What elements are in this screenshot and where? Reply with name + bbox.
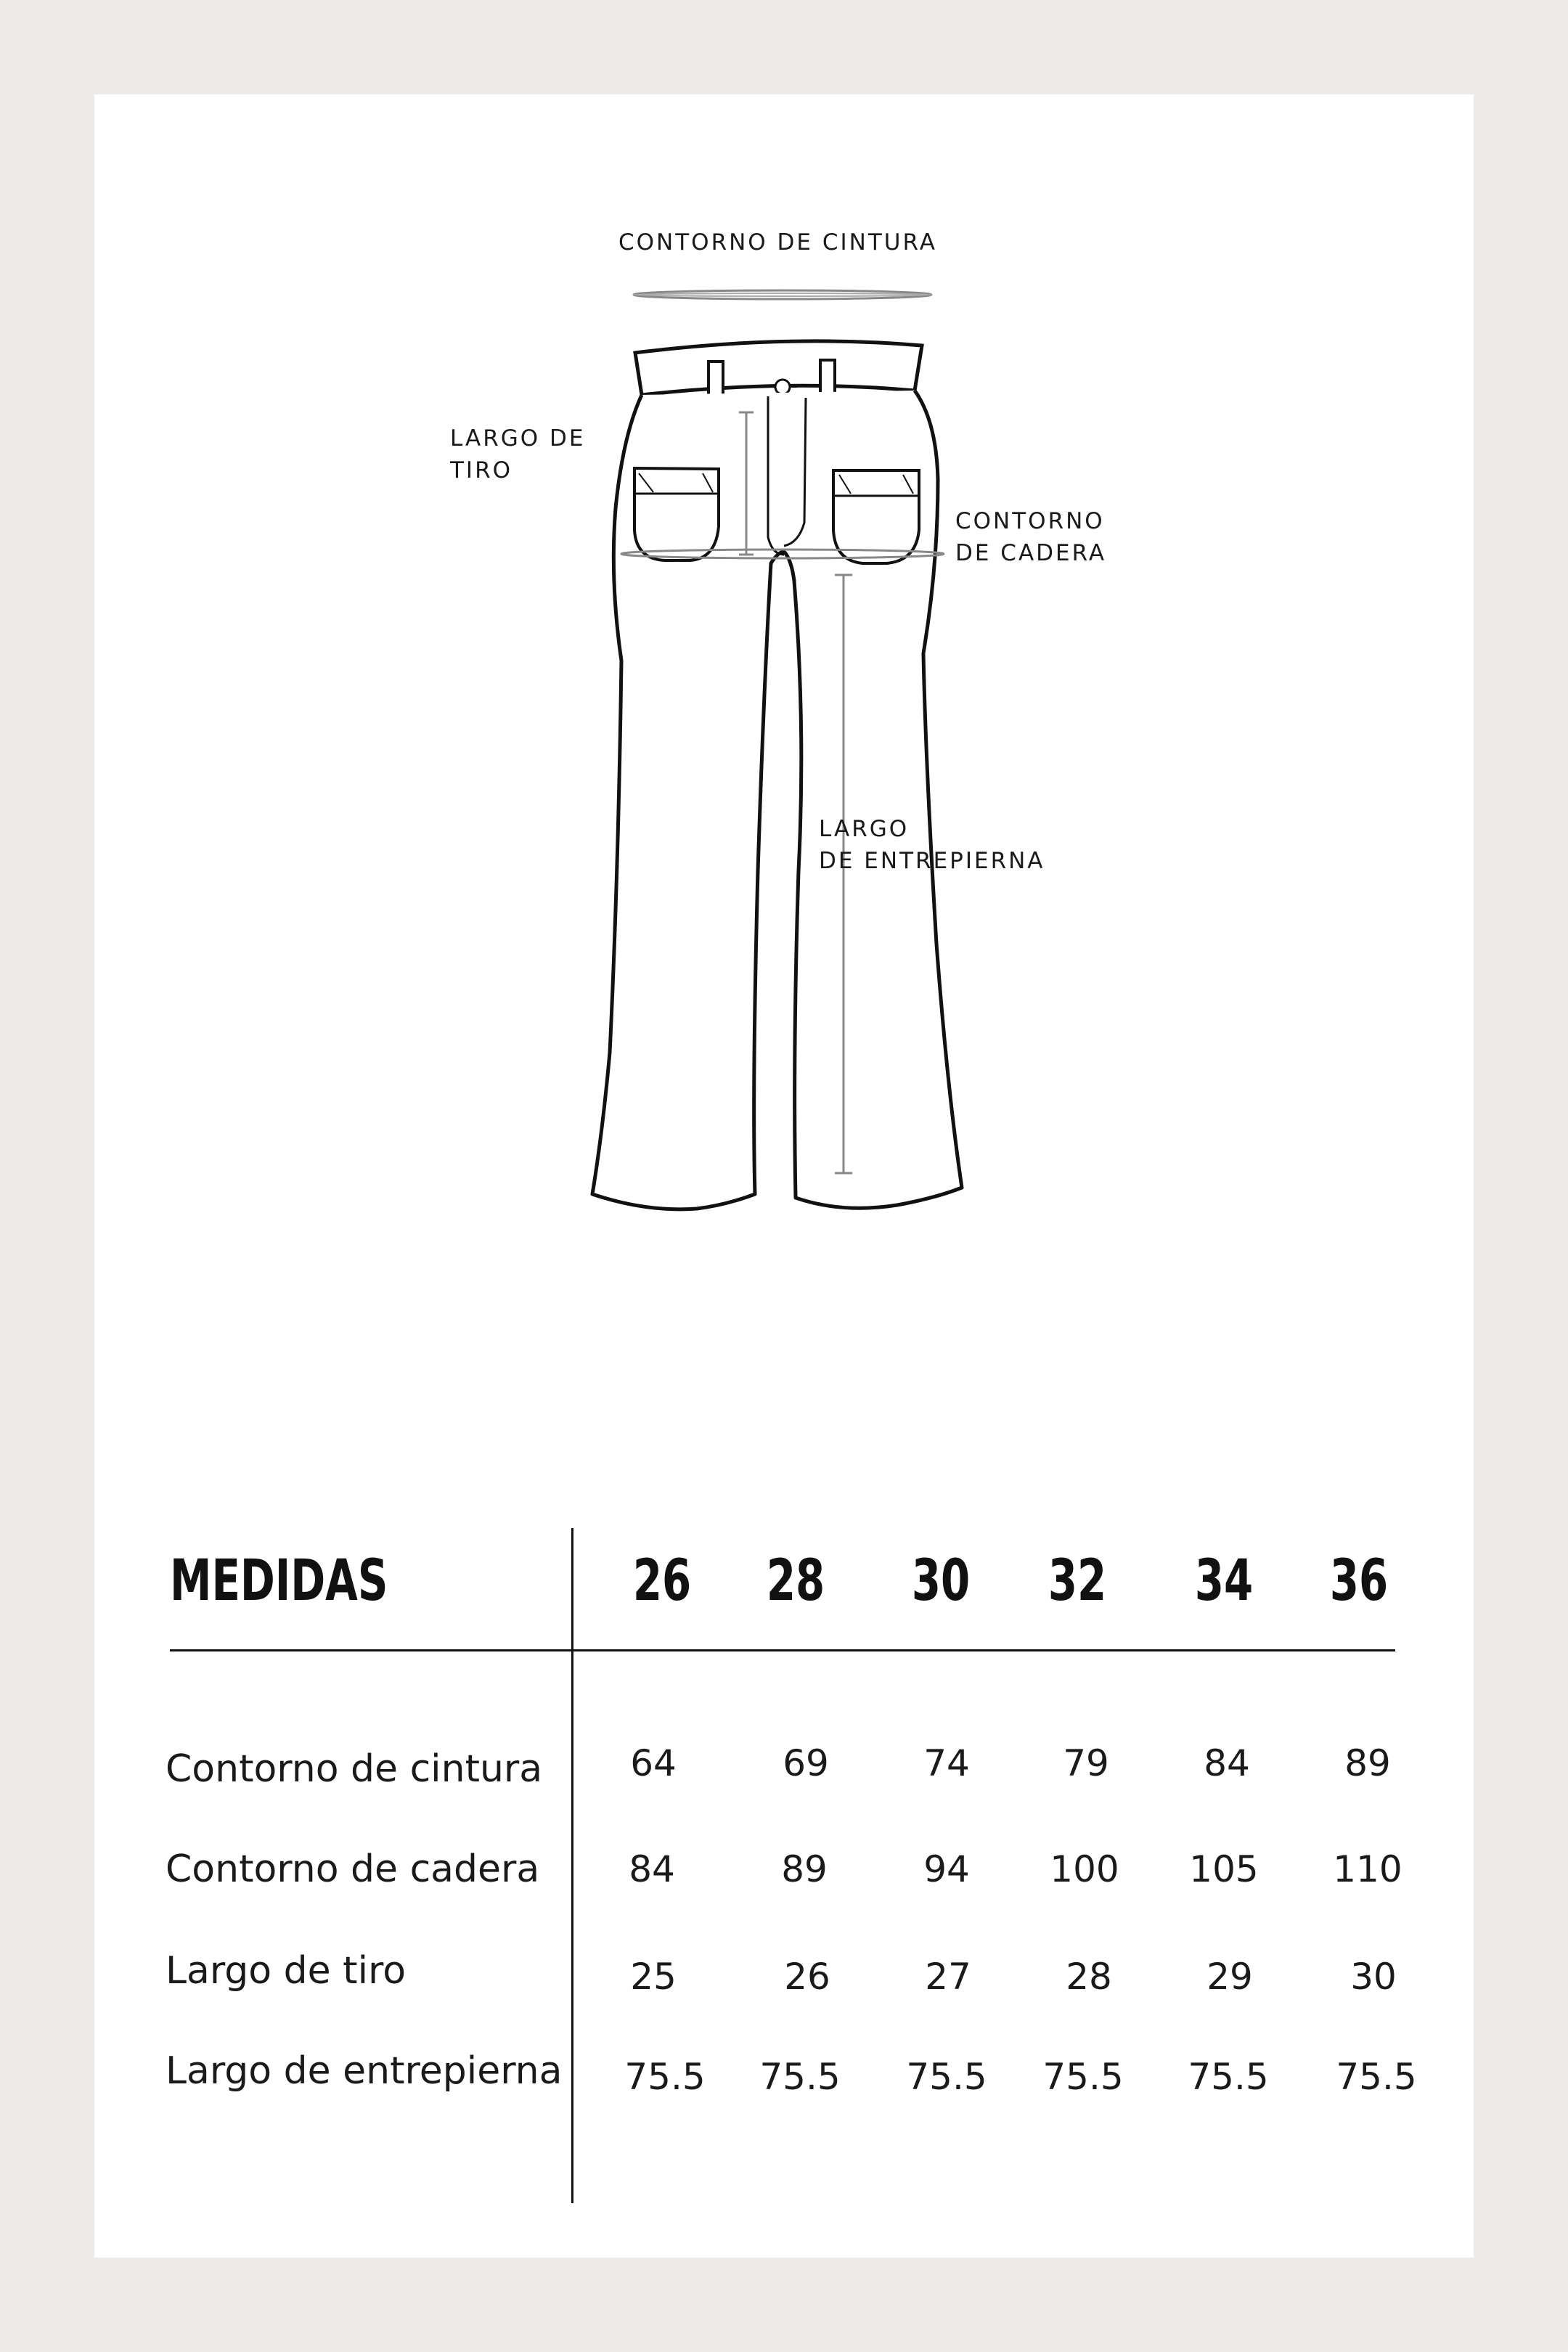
table-cell: 100: [1050, 1848, 1119, 1890]
table-column-divider: [571, 1528, 573, 2203]
waist-measure-line: [634, 290, 931, 299]
row-label: Largo de tiro: [166, 1949, 407, 1993]
table-cell: 75.5: [759, 2056, 841, 2098]
table-title: MEDIDAS: [170, 1548, 388, 1614]
table-cell: 79: [1063, 1742, 1109, 1784]
hip-label: CONTORNO DE CADERA: [955, 508, 1107, 566]
table-header-divider: [170, 1649, 1395, 1651]
left-pocket: [634, 468, 719, 560]
table-cell: 29: [1206, 1956, 1253, 1998]
table-cell: 89: [781, 1848, 828, 1890]
size-header: 26: [632, 1548, 692, 1614]
size-header: 34: [1194, 1548, 1254, 1614]
size-header: 32: [1048, 1548, 1107, 1614]
row-label: Largo de entrepierna: [166, 2049, 563, 2093]
table-cell: 94: [923, 1848, 970, 1890]
table-cell: 110: [1333, 1848, 1402, 1890]
size-header: 28: [766, 1548, 825, 1614]
table-cell: 26: [784, 1956, 830, 1998]
table-cell: 28: [1066, 1956, 1112, 1998]
waist-label: CONTORNO DE CINTURA: [618, 229, 937, 256]
table-cell: 30: [1350, 1956, 1397, 1998]
table-cell: 69: [783, 1742, 829, 1784]
table-cell: 89: [1344, 1742, 1391, 1784]
row-label: Contorno de cadera: [166, 1847, 540, 1891]
row-label: Contorno de cintura: [166, 1747, 543, 1791]
table-cell: 105: [1189, 1848, 1259, 1890]
table-cell: 74: [923, 1742, 970, 1784]
table-cell: 75.5: [624, 2056, 706, 2098]
table-cell: 75.5: [1336, 2056, 1417, 2098]
size-header: 30: [911, 1548, 971, 1614]
inseam-label: LARGO DE ENTREPIERNA: [819, 816, 1045, 874]
table-cell: 75.5: [906, 2056, 987, 2098]
size-header: 36: [1329, 1548, 1389, 1614]
table-cell: 25: [630, 1956, 677, 1998]
table-cell: 84: [1204, 1742, 1250, 1784]
table-cell: 64: [630, 1742, 677, 1784]
table-cell: 75.5: [1042, 2056, 1124, 2098]
table-cell: 84: [629, 1848, 675, 1890]
table-cell: 75.5: [1188, 2056, 1269, 2098]
button-icon: [775, 380, 790, 394]
table-cell: 27: [925, 1956, 971, 1998]
rise-label: LARGO DE TIRO: [450, 425, 586, 483]
